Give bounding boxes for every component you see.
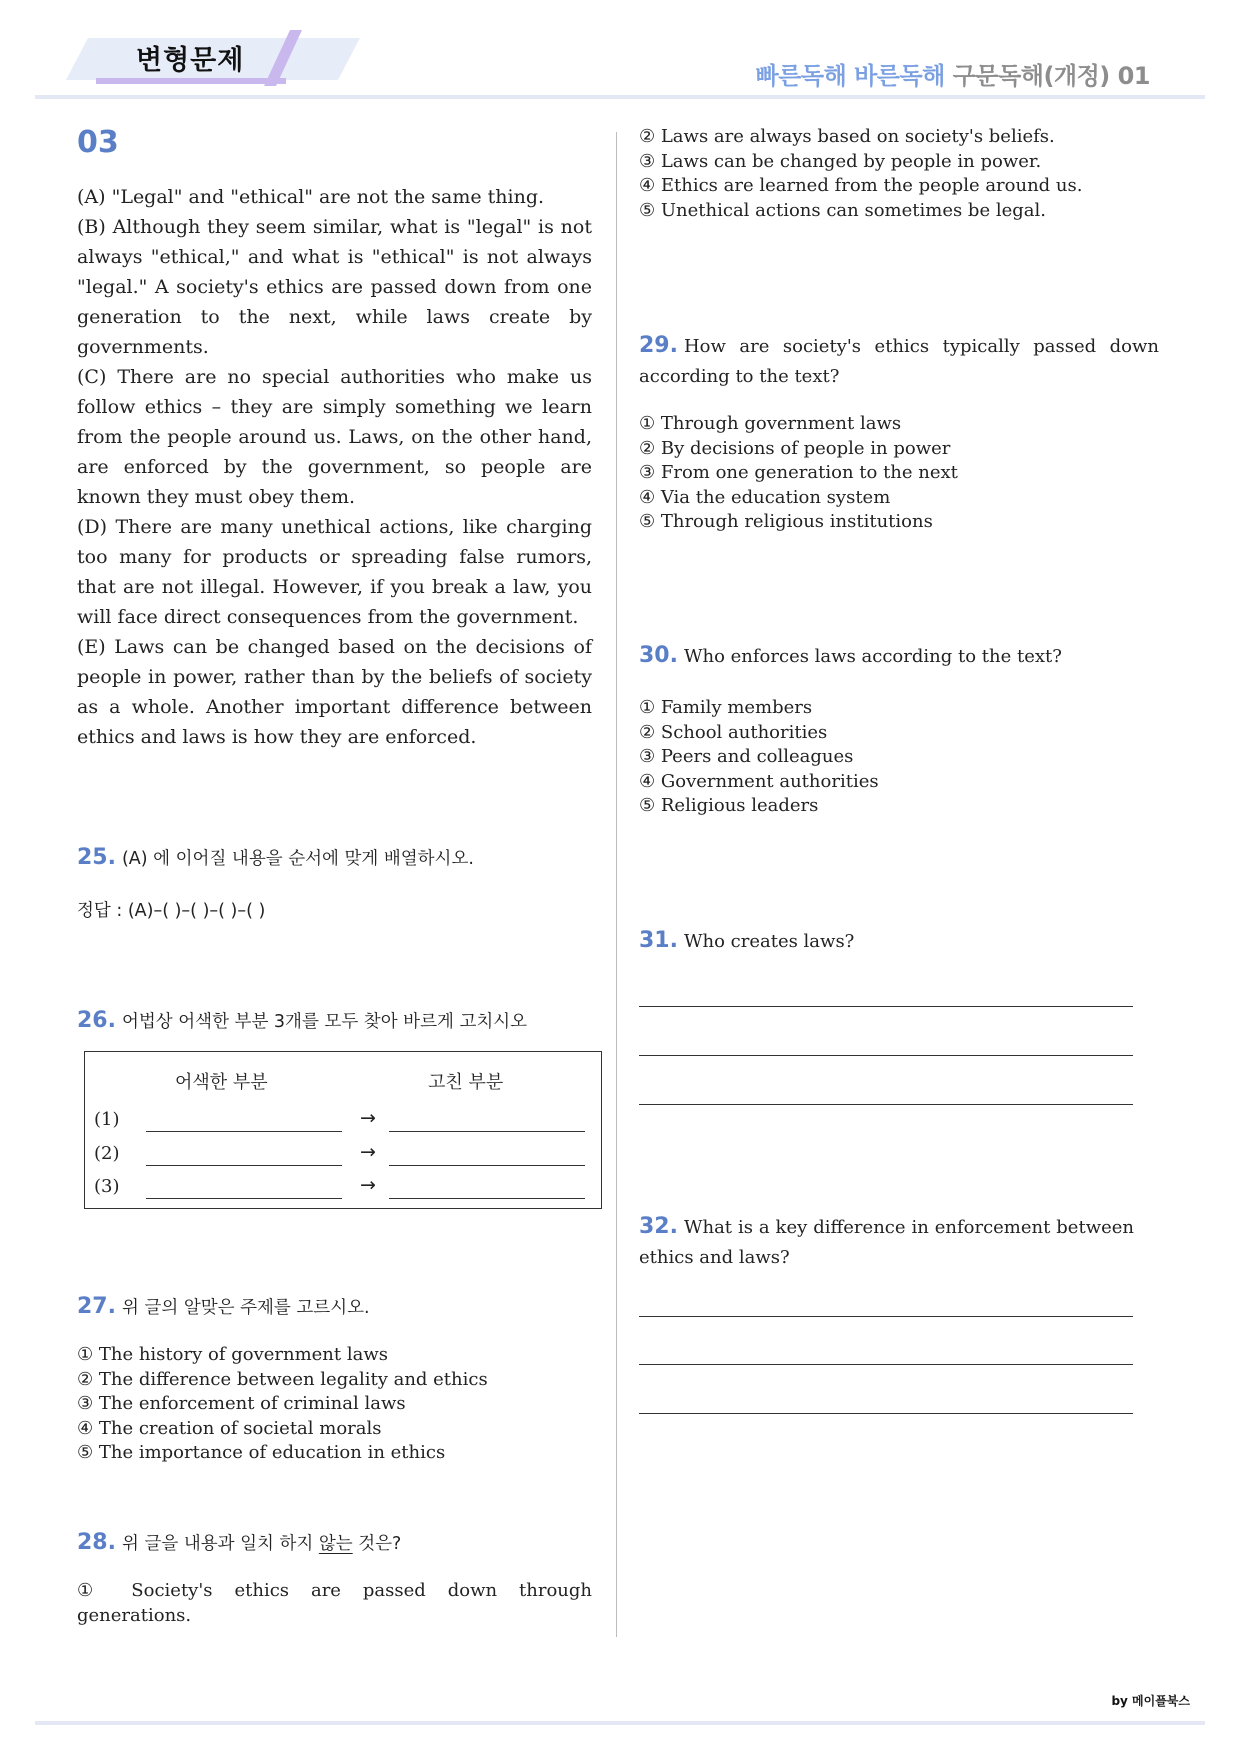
answer-line[interactable] (639, 1055, 1133, 1056)
question-29-number: 29. (639, 333, 678, 358)
footer-divider (35, 1721, 1205, 1725)
arrow-icon: → (360, 1174, 376, 1196)
option-4[interactable]: ④ Ethics are learned from the people around us. (639, 175, 1083, 196)
arrow-icon: → (360, 1141, 376, 1163)
question-28 (77, 1528, 592, 1628)
option-5[interactable]: ⑤ Religious leaders (639, 795, 819, 816)
wrong-part-blank[interactable] (146, 1131, 342, 1132)
option-3[interactable]: ③ Peers and colleagues (639, 746, 854, 767)
option-2[interactable]: ② The difference between legality and ethics (77, 1368, 488, 1390)
question-31 (639, 926, 1159, 957)
question-26-text: 어법상 어색한 부분 3개를 모두 찾아 바르게 고치시오 (121, 1012, 528, 1032)
arrow-icon: → (360, 1107, 376, 1129)
option-2[interactable]: ② Laws are always based on society's beliefs. (639, 126, 1055, 147)
series-title-main: 빠른독해 바른독해 (755, 62, 945, 90)
question-25 (77, 843, 592, 926)
question-28-text-end: 것은? (352, 1534, 402, 1554)
question-27-number: 27. (77, 1294, 116, 1319)
passage-paragraph-b: (B) Although they seem similar, what is "legal" is not always "ethical," and what is "ethical" is not always "legal." A society's ethics are passed down from one generation to the next, while laws create by governments. (77, 216, 592, 358)
option-1[interactable]: ① Society's ethics are passed down through generations. (77, 1580, 592, 1626)
question-27-options (77, 1343, 592, 1466)
question-30 (639, 641, 1159, 819)
left-column (77, 125, 592, 752)
option-1[interactable]: ① The history of government laws (77, 1344, 388, 1365)
question-29-text: How are society's ethics typically passed down according to the text? (639, 336, 1159, 387)
question-31-text: Who creates laws? (683, 931, 855, 952)
page-header (0, 0, 1240, 110)
option-1[interactable]: ① Family members (639, 697, 813, 718)
question-32-text: What is a key difference in enforcement between ethics and laws? (639, 1217, 1134, 1268)
correction-header-fixed: 고친 부분 (428, 1072, 504, 1093)
correction-row-label: (2) (94, 1143, 120, 1164)
option-5[interactable]: ⑤ The importance of education in ethics (77, 1442, 446, 1463)
option-5[interactable]: ⑤ Through religious institutions (639, 511, 933, 532)
option-3[interactable]: ③ The enforcement of criminal laws (77, 1393, 406, 1414)
correction-row-label: (1) (94, 1109, 120, 1130)
header-badge-label: 변형문제 (136, 45, 245, 76)
question-27 (77, 1292, 592, 1466)
option-4[interactable]: ④ Via the education system (639, 486, 891, 508)
option-2[interactable]: ② School authorities (639, 721, 828, 743)
column-divider (616, 132, 617, 1637)
correction-row (94, 1143, 594, 1173)
question-28-text-underlined: 않는 (318, 1534, 353, 1554)
question-28-number: 28. (77, 1530, 116, 1555)
answer-line[interactable] (639, 1413, 1133, 1414)
correction-row-label: (3) (94, 1176, 120, 1197)
question-28-text: 위 글을 내용과 일치 하지 (121, 1534, 319, 1554)
option-1[interactable]: ① Through government laws (639, 413, 902, 434)
correction-row (94, 1109, 594, 1139)
question-25-text: (A) 에 이어질 내용을 순서에 맞게 배열하시오. (121, 849, 474, 869)
question-26-number: 26. (77, 1008, 116, 1033)
correction-table (84, 1051, 602, 1209)
question-30-options (639, 696, 1159, 819)
option-2[interactable]: ② By decisions of people in power (639, 437, 951, 459)
option-3[interactable]: ③ From one generation to the next (639, 462, 958, 483)
question-29-options (639, 412, 1159, 535)
option-4[interactable]: ④ The creation of societal morals (77, 1417, 382, 1439)
question-27-text: 위 글의 알맞은 주제를 고르시오. (121, 1298, 370, 1318)
fixed-part-blank[interactable] (389, 1131, 585, 1132)
option-3[interactable]: ③ Laws can be changed by people in power. (639, 150, 1042, 172)
publisher-byline: by 메이플북스 (1111, 1694, 1190, 1708)
question-31-number: 31. (639, 928, 678, 953)
question-25-number: 25. (77, 845, 116, 870)
answer-line[interactable] (639, 1006, 1133, 1007)
right-column (639, 125, 1159, 223)
question-28-options-continued (639, 125, 1159, 223)
answer-line[interactable] (639, 1104, 1133, 1105)
passage-number: 03 (77, 125, 119, 160)
wrong-part-blank[interactable] (146, 1198, 342, 1199)
question-30-number: 30. (639, 643, 678, 668)
correction-header-wrong: 어색한 부분 (175, 1072, 268, 1093)
correction-row (94, 1176, 594, 1206)
passage-paragraph-e: (E) Laws can be changed based on the decisions of people in power, rather than by the beliefs of society as a whole. Another important difference between ethics and laws is how they are enforced. (77, 636, 592, 748)
header-divider (35, 95, 1205, 99)
wrong-part-blank[interactable] (146, 1165, 342, 1166)
passage-paragraph-c: (C) There are no special authorities who make us follow ethics – they are simply something we learn from the people around us. Laws, on the other hand, are enforced by the government, so people are known they must obey them. (77, 366, 592, 508)
answer-line[interactable] (639, 1364, 1133, 1365)
fixed-part-blank[interactable] (389, 1198, 585, 1199)
fixed-part-blank[interactable] (389, 1165, 585, 1166)
question-30-text: Who enforces laws according to the text? (683, 646, 1062, 667)
passage-text (77, 182, 592, 752)
question-29 (639, 331, 1159, 535)
question-32-number: 32. (639, 1214, 678, 1239)
question-25-answer-blank[interactable]: 정답 : (A)–( )–( )–( )–( ) (77, 901, 266, 921)
series-title (756, 56, 1150, 91)
passage-paragraph-d: (D) There are many unethical actions, like charging too many for products or spreading false rumors, that are not illegal. However, if you break a law, you will face direct consequences from the government. (77, 516, 592, 628)
option-5[interactable]: ⑤ Unethical actions can sometimes be legal. (639, 199, 1046, 221)
question-32 (639, 1212, 1134, 1273)
option-4[interactable]: ④ Government authorities (639, 770, 879, 792)
passage-paragraph-a: (A) "Legal" and "ethical" are not the same thing. (77, 186, 545, 208)
question-26 (77, 1006, 597, 1037)
answer-line[interactable] (639, 1316, 1133, 1317)
series-title-sub: 구문독해(개정) 01 (952, 62, 1150, 90)
